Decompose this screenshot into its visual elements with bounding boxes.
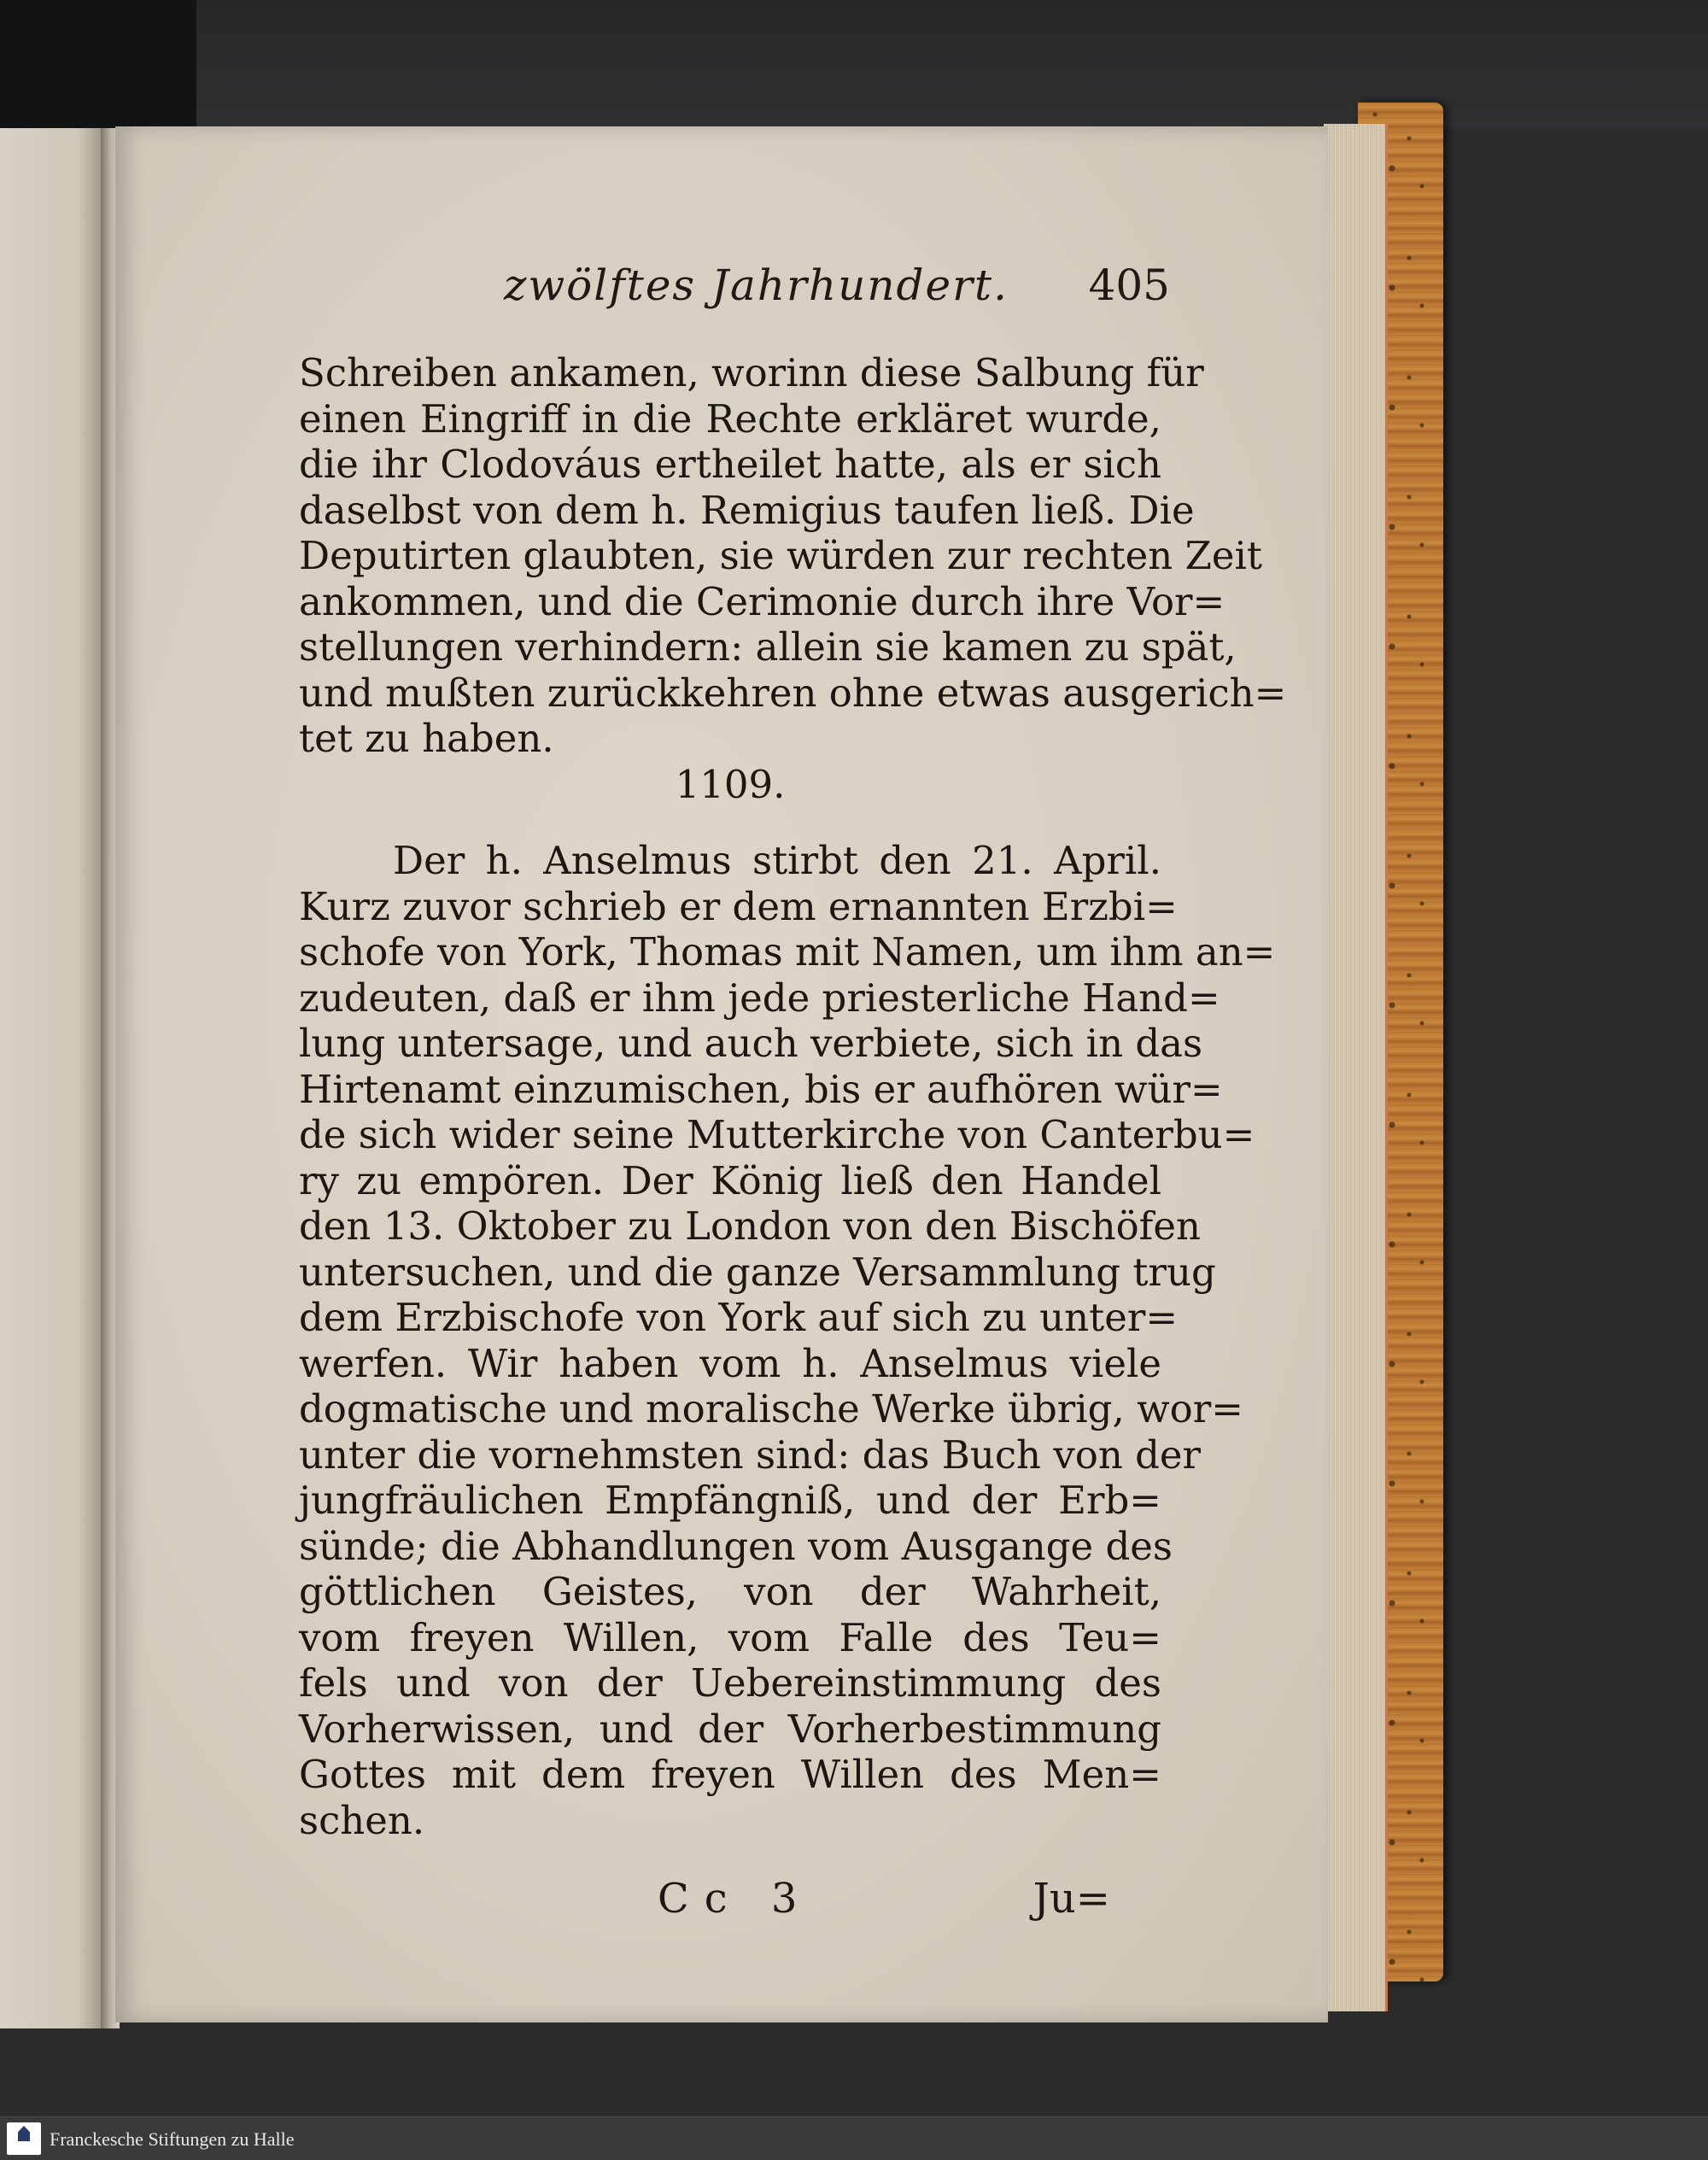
text-line: dogmatische und moralische Werke übrig, wor= [299,1386,1243,1431]
text-line: jungfräulichen Empfängniß, und der Erb= [299,1478,1161,1523]
text-line: göttlichen Geistes, von der Wahrheit, [299,1569,1161,1614]
text-line: Schreiben ankamen, worinn diese Salbung für [299,350,1204,395]
text-line: einen Eingriff in die Rechte erkläret wurde, [299,395,1161,442]
text-line: fels und von der Uebereinstimmung des [299,1660,1161,1706]
page-header [504,260,1170,320]
viewer-footer-bar [0,2116,1708,2160]
text-line: schen. [299,1797,425,1843]
year-heading: 1109. [675,761,786,807]
text-line: de sich wider seine Mutterkirche von Canterbu= [299,1112,1255,1157]
text-line: unter die vornehmsten sind: das Buch von der [299,1431,1202,1478]
text-line: Hirtenamt einzumischen, bis er aufhören wür= [299,1066,1223,1112]
page-body [299,350,1287,1843]
text-line: Deputirten glaubten, sie würden zur rechten Zeit [299,533,1262,578]
catchword: Ju= [1032,1875,1110,1923]
page-number: 405 [1088,260,1170,310]
text-line: untersuchen, und die ganze Versammlung trug [299,1249,1216,1295]
text-line: Gottes mit dem freyen Willen des Men= [299,1752,1161,1797]
text-line: stellungen verhindern: allein sie kamen zu spät, [299,624,1237,670]
text-line: daselbst von dem h. Remigius taufen ließ. Die [299,487,1195,533]
text-line: schofe von York, Thomas mit Namen, um ihm an= [299,929,1276,975]
text-line: dem Erzbischofe von York auf sich zu unter= [299,1295,1179,1340]
text-line: Der h. Anselmus stirbt den 21. April. [393,838,1161,883]
text-line: Kurz zuvor schrieb er dem ernannten Erzbi= [299,883,1178,929]
text-line: tet zu haben. [299,716,554,761]
institution-logo-icon [7,2122,41,2155]
background-top [0,0,1708,128]
text-line: die ihr Clodováus ertheilet hatte, als er sich [299,442,1161,487]
text-line: lung untersage, und auch verbiete, sich in das [299,1021,1203,1066]
page-edges [1324,124,1388,2011]
text-line: sünde; die Abhandlungen vom Ausgange des [299,1523,1173,1569]
page-footer [299,1875,1161,1926]
text-line: Vorherwissen, und der Vorherbestimmung [299,1706,1161,1752]
text-line: ry zu empören. Der König ließ den Handel [299,1157,1161,1203]
background-corner [0,0,196,128]
paragraph-gap [299,807,1161,838]
left-page-sliver [0,128,111,2028]
text-line: vom freyen Willen, vom Falle des Teu= [299,1614,1161,1660]
text-line: ankommen, und die Cerimonie durch ihre Vor= [299,578,1225,624]
signature-mark: Cc 3 [658,1875,813,1923]
text-line: und mußten zurückkehren ohne etwas ausgerich= [299,670,1287,716]
text-line: zudeuten, daß er ihm jede priesterliche Hand= [299,975,1220,1021]
text-line: den 13. Oktober zu London von den Bischöfen [299,1203,1201,1249]
institution-name: Franckesche Stiftungen zu Halle [50,2128,295,2150]
logo-mark-icon [18,2126,30,2141]
running-title: zwölftes Jahrhundert. [504,260,1009,310]
text-line: werfen. Wir haben vom h. Anselmus viele [299,1340,1161,1386]
